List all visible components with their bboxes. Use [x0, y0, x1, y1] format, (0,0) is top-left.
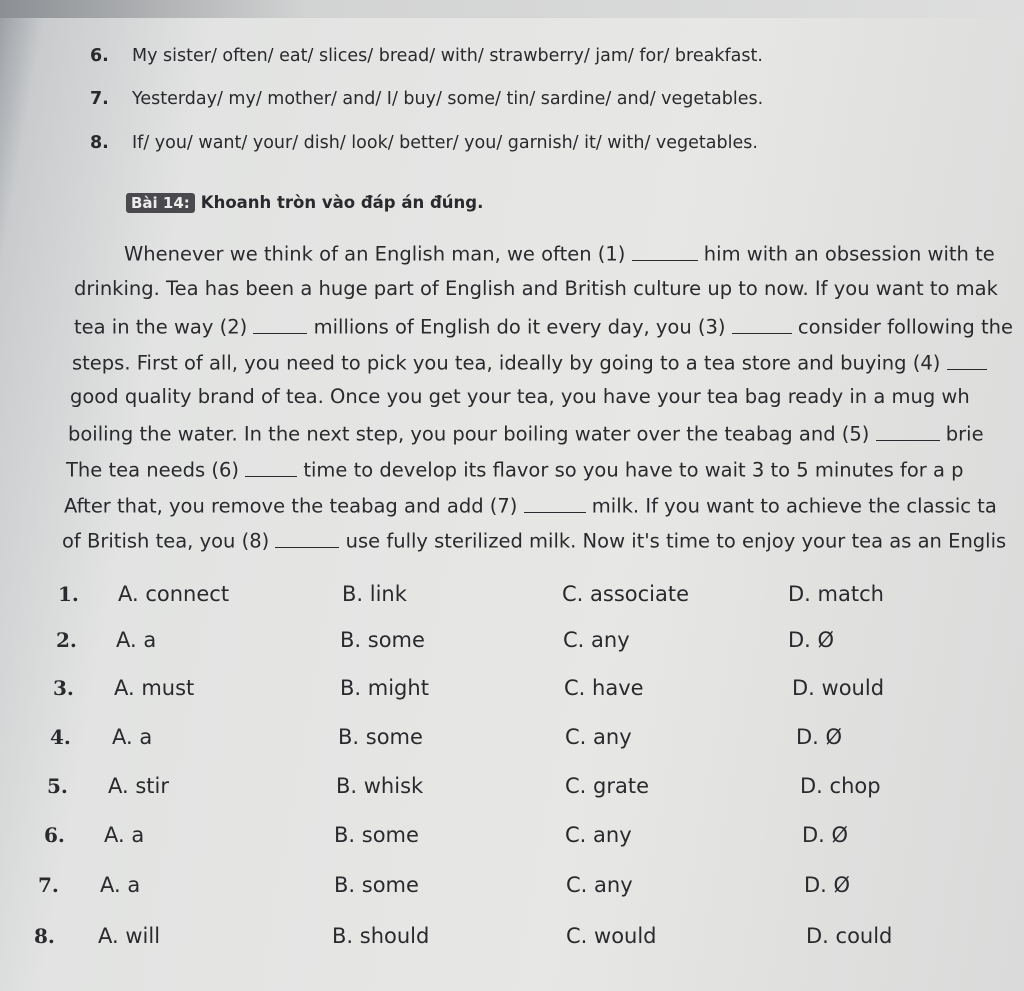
passage-line: of British tea, you (8) use fully sterilized milk. Now it's time to enjoy your tea as an Englis: [62, 527, 1006, 553]
passage-line: boiling the water. In the next step, you pour boiling water over the teabag and (5) brie: [68, 420, 984, 446]
passage-line: The tea needs (6) time to develop its flavor so you have to wait 3 to 5 minutes for a p: [66, 456, 964, 482]
option-c[interactable]: C. any: [563, 628, 630, 652]
passage-line: good quality brand of tea. Once you get your tea, you have your tea bag ready in a mug wh: [70, 385, 970, 408]
question-row: [0, 823, 1024, 863]
option-b[interactable]: B. whisk: [336, 774, 424, 798]
option-d[interactable]: D. would: [792, 676, 885, 700]
answer-blank: [245, 456, 297, 477]
option-c[interactable]: C. any: [565, 725, 632, 749]
sentence-number: 8.: [90, 133, 109, 153]
option-d[interactable]: D. Ø: [796, 725, 843, 749]
answer-blank: [876, 420, 940, 441]
passage-line: Whenever we think of an English man, we often (1) him with an obsession with te: [124, 240, 995, 266]
passage-line: tea in the way (2) millions of English do it every day, you (3) consider following the: [74, 313, 1013, 339]
option-d[interactable]: D. match: [788, 582, 884, 606]
sentence-text: My sister/ often/ eat/ slices/ bread/ with/ strawberry/ jam/ for/ breakfast.: [132, 46, 763, 66]
option-c[interactable]: C. any: [565, 823, 632, 847]
question-row: [0, 774, 1024, 814]
answer-blank: [632, 240, 698, 261]
option-b[interactable]: B. some: [338, 725, 423, 749]
option-c[interactable]: C. grate: [565, 774, 649, 798]
question-row: [0, 873, 1024, 913]
option-a[interactable]: A. will: [98, 924, 161, 948]
option-a[interactable]: A. a: [116, 628, 157, 652]
sentence-number: 6.: [90, 46, 109, 66]
exercise-badge: Bài 14:: [126, 193, 195, 213]
question-number: 2.: [56, 628, 77, 652]
question-number: 4.: [50, 725, 71, 749]
option-d[interactable]: D. chop: [800, 774, 881, 798]
option-b[interactable]: B. might: [340, 676, 429, 700]
question-row: [0, 725, 1024, 765]
answer-blank: [732, 313, 792, 334]
option-d[interactable]: D. Ø: [804, 873, 851, 897]
passage-line: drinking. Tea has been a huge part of English and British culture up to now. If you want to mak: [74, 277, 998, 300]
sentence-text: Yesterday/ my/ mother/ and/ I/ buy/ some/ tin/ sardine/ and/ vegetables.: [132, 89, 764, 109]
answer-blank: [524, 492, 586, 513]
answer-blank: [275, 527, 339, 548]
option-a[interactable]: A. connect: [118, 582, 230, 606]
exercise-instruction: Khoanh tròn vào đáp án đúng.: [200, 193, 484, 212]
option-a[interactable]: A. a: [112, 725, 153, 749]
option-b[interactable]: B. some: [334, 823, 419, 847]
option-d[interactable]: D. could: [806, 924, 893, 948]
option-b[interactable]: B. some: [340, 628, 425, 652]
option-a[interactable]: A. a: [100, 873, 141, 897]
passage-line: After that, you remove the teabag and add (7) milk. If you want to achieve the classic ta: [64, 492, 997, 518]
sentence-item: [90, 133, 758, 153]
option-a[interactable]: A. a: [104, 823, 145, 847]
page-top-edge: [0, 0, 1024, 18]
question-number: 7.: [38, 873, 59, 897]
question-row: [0, 628, 1024, 668]
exercise-heading: [126, 193, 483, 213]
option-c[interactable]: C. have: [564, 676, 644, 700]
option-b[interactable]: B. link: [342, 582, 407, 606]
question-number: 8.: [34, 924, 55, 948]
question-row: [0, 582, 1024, 622]
sentence-item: [90, 46, 763, 66]
question-row: [0, 676, 1024, 716]
option-d[interactable]: D. Ø: [802, 823, 849, 847]
question-number: 5.: [47, 774, 68, 798]
answer-blank: [253, 313, 307, 334]
question-number: 1.: [58, 582, 79, 606]
option-d[interactable]: D. Ø: [788, 628, 835, 652]
sentence-item: [90, 89, 763, 109]
question-row: [0, 924, 1024, 964]
option-c[interactable]: C. would: [566, 924, 657, 948]
question-number: 3.: [53, 676, 74, 700]
passage-line: steps. First of all, you need to pick you tea, ideally by going to a tea store and buying (4): [72, 349, 987, 375]
option-a[interactable]: A. must: [114, 676, 195, 700]
answer-blank: [947, 349, 987, 370]
option-a[interactable]: A. stir: [108, 774, 169, 798]
sentence-text: If/ you/ want/ your/ dish/ look/ better/ you/ garnish/ it/ with/ vegetables.: [132, 133, 758, 153]
option-c[interactable]: C. any: [566, 873, 633, 897]
option-b[interactable]: B. some: [334, 873, 419, 897]
option-b[interactable]: B. should: [332, 924, 430, 948]
question-number: 6.: [44, 823, 65, 847]
sentence-number: 7.: [90, 89, 109, 109]
option-c[interactable]: C. associate: [562, 582, 690, 606]
